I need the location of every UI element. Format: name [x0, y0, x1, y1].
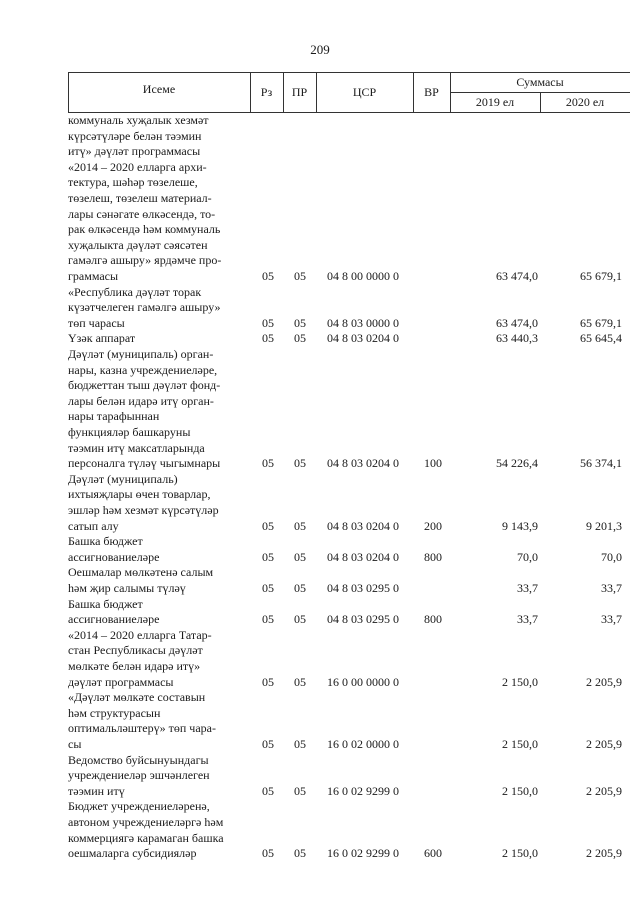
table-row	[68, 331, 630, 347]
row-rz: 05	[262, 518, 274, 533]
table-row	[68, 113, 630, 160]
row-name	[68, 565, 248, 596]
row-name-line: Ведомство буйсынуындагы	[68, 752, 209, 767]
row-sum-2020: 2 205,9	[586, 783, 622, 798]
row-name	[68, 690, 248, 752]
row-csr: 04 8 03 0000 0	[327, 315, 399, 330]
row-name	[68, 160, 248, 285]
row-sum-2020: 56 374,1	[580, 456, 622, 471]
row-name-line: гамәлгә ашыру» ярдәмче про-	[68, 253, 222, 268]
row-name-line: тәэмин итү	[68, 783, 125, 798]
page-number: 209	[310, 42, 330, 57]
row-rz: 05	[262, 331, 274, 346]
row-pr: 05	[294, 549, 306, 564]
table-row	[68, 628, 630, 690]
row-sum-2019: 33,7	[517, 580, 538, 595]
row-sum-2020: 33,7	[601, 612, 622, 627]
row-sum-2019: 70,0	[517, 549, 538, 564]
row-name-line: рак өлкәсендә һәм коммуналь	[68, 222, 221, 237]
row-name	[68, 113, 248, 160]
row-sum-2020: 9 201,3	[586, 518, 622, 533]
row-name-line: «Республика дәүләт торак	[68, 284, 202, 299]
row-name-line: Башка бюджет	[68, 534, 143, 549]
table-row	[68, 690, 630, 752]
row-pr: 05	[294, 612, 306, 627]
header-rz: Рз	[260, 84, 273, 99]
row-name-line: нары тарафыннан	[68, 409, 160, 424]
row-csr: 04 8 03 0204 0	[327, 456, 399, 471]
header-pr: ПР	[291, 84, 308, 99]
row-name-line: коммерциягә карамаган башка	[68, 830, 224, 845]
row-sum-2019: 2 150,0	[502, 846, 538, 861]
table-row	[68, 472, 630, 534]
row-sum-2019: 2 150,0	[502, 736, 538, 751]
row-rz: 05	[262, 612, 274, 627]
row-sum-2019: 63 440,3	[496, 331, 538, 346]
header-csr: ЦСР	[352, 84, 377, 99]
row-name-line: оешмаларга субсидияләр	[68, 846, 197, 861]
row-pr: 05	[294, 674, 306, 689]
scan-margin	[8, 0, 10, 905]
row-rz: 05	[262, 549, 274, 564]
row-name-line: бюджеттан тыш дәүләт фонд-	[68, 378, 221, 393]
row-rz: 05	[262, 846, 274, 861]
row-name-line: һәм структурасын	[68, 705, 161, 720]
row-sum-2020: 2 205,9	[586, 846, 622, 861]
row-name-line: мөлкәте белән идарә итү»	[68, 658, 201, 673]
row-name-line: төп чарасы	[68, 315, 125, 330]
table-header	[68, 72, 630, 112]
row-name-line: учреждениеләр эшчәнлеген	[68, 768, 210, 783]
row-csr: 04 8 03 0295 0	[327, 612, 399, 627]
row-name-line: персоналга түләү чыгымнары	[68, 456, 221, 471]
row-csr: 16 0 02 0000 0	[327, 736, 399, 751]
table-row	[68, 565, 630, 596]
row-csr: 16 0 00 0000 0	[327, 674, 399, 689]
row-sum-2020: 2 205,9	[586, 736, 622, 751]
row-name-line: эшләр һәм хезмәт күрсәтүләр	[68, 502, 219, 517]
row-pr: 05	[294, 331, 306, 346]
row-name-line: сатып алу	[68, 518, 119, 533]
row-name-line: лары белән идарә итү орган-	[68, 393, 214, 408]
row-name-line: хуҗалыкта дәүләт сәясәтен	[68, 237, 208, 252]
row-sum-2019: 33,7	[517, 612, 538, 627]
row-sum-2019: 2 150,0	[502, 783, 538, 798]
header-2019: 2019 ел	[475, 94, 515, 109]
row-rz: 05	[262, 736, 274, 751]
row-vr: 600	[424, 846, 442, 861]
row-name-line: «2014 – 2020 елларга архи-	[68, 159, 207, 174]
table-row	[68, 753, 630, 800]
row-pr: 05	[294, 846, 306, 861]
table-row	[68, 799, 630, 861]
row-name-line: Дәүләт (муниципаль)	[68, 471, 178, 486]
row-sum-2020: 70,0	[601, 549, 622, 564]
row-csr: 04 8 03 0295 0	[327, 580, 399, 595]
row-name-line: стан Республикасы дәүләт	[68, 643, 203, 658]
table-row	[68, 347, 630, 472]
row-pr: 05	[294, 580, 306, 595]
row-csr: 04 8 03 0204 0	[327, 518, 399, 533]
row-sum-2019: 63 474,0	[496, 269, 538, 283]
row-name-line: нары, казна учреждениеләре,	[68, 362, 218, 377]
row-name-line: «2014 – 2020 елларга Татар-	[68, 627, 212, 642]
row-sum-2019: 54 226,4	[496, 456, 538, 471]
row-name-line: лары сәнәгате өлкәсендә, то-	[68, 206, 216, 221]
row-sum-2019: 9 143,9	[502, 518, 538, 533]
row-name-line: тектура, шәһәр төзелеше,	[68, 175, 198, 190]
row-name-line: Дәүләт (муниципаль) орган-	[68, 347, 214, 361]
header-iseme: Исеме	[142, 81, 176, 96]
row-vr: 200	[424, 518, 442, 533]
row-sum-2020: 2 205,9	[586, 674, 622, 689]
row-name	[68, 472, 248, 534]
row-pr: 05	[294, 518, 306, 533]
row-csr: 04 8 03 0204 0	[327, 549, 399, 564]
row-sum-2020: 65 679,1	[580, 269, 622, 283]
row-name-line: тәэмин итү максатларында	[68, 440, 205, 455]
row-name-line: Үзәк аппарат	[68, 331, 136, 346]
row-pr: 05	[294, 456, 306, 471]
row-name	[68, 534, 248, 565]
row-sum-2019: 63 474,0	[496, 315, 538, 330]
row-pr: 05	[294, 736, 306, 751]
row-sum-2020: 65 679,1	[580, 315, 622, 330]
row-name	[68, 628, 248, 690]
row-rz: 05	[262, 269, 274, 283]
row-name-line: оптимальләштерү» төп чара-	[68, 721, 216, 736]
row-name-line: автоном учреждениеләргә һәм	[68, 814, 224, 829]
row-name	[68, 597, 248, 628]
row-name-line: Оешмалар мөлкәтенә салым	[68, 565, 214, 580]
row-name	[68, 331, 248, 347]
row-name-line: күрсәтүләре белән тәэмин	[68, 128, 202, 143]
row-name	[68, 347, 248, 472]
row-name-line: һәм җир салымы түләү	[68, 580, 186, 595]
row-csr: 16 0 02 9299 0	[327, 846, 399, 861]
row-name-line: итү» дәүләт программасы	[68, 144, 201, 159]
header-2020: 2020 ел	[565, 94, 605, 109]
row-name-line: ассигнованиеләре	[68, 612, 160, 627]
table-row	[68, 597, 630, 628]
row-vr: 100	[424, 456, 442, 471]
table-row	[68, 285, 630, 332]
row-name-line: күзәтчелеген гамәлгә ашыру»	[68, 300, 221, 315]
row-pr: 05	[294, 269, 306, 283]
row-name-line: функцияләр башкаруны	[68, 424, 191, 439]
row-name	[68, 799, 248, 861]
row-name-line: дәүләт программасы	[68, 674, 174, 689]
row-csr: 04 8 03 0204 0	[327, 331, 399, 346]
row-name-line: коммуналь хуҗалык хезмәт	[68, 113, 209, 127]
row-name-line: төзелеш, төзелеш материал-	[68, 190, 212, 205]
row-sum-2020: 65 645,4	[580, 331, 622, 346]
row-name-line: ихтыяҗлары өчен товарлар,	[68, 487, 211, 502]
row-name-line: Башка бюджет	[68, 596, 143, 611]
row-name-line: ассигнованиеләре	[68, 549, 160, 564]
row-name	[68, 285, 248, 332]
row-rz: 05	[262, 580, 274, 595]
row-rz: 05	[262, 456, 274, 471]
row-name	[68, 753, 248, 800]
row-rz: 05	[262, 674, 274, 689]
row-sum-2019: 2 150,0	[502, 674, 538, 689]
row-name-line: граммасы	[68, 268, 119, 283]
row-pr: 05	[294, 783, 306, 798]
row-csr: 16 0 02 9299 0	[327, 783, 399, 798]
row-vr: 800	[424, 612, 442, 627]
row-pr: 05	[294, 315, 306, 330]
header-vr: ВР	[424, 84, 439, 99]
row-rz: 05	[262, 315, 274, 330]
row-rz: 05	[262, 783, 274, 798]
row-name-line: сы	[68, 736, 82, 751]
row-name-line: «Дәүләт мөлкәте составын	[68, 690, 206, 705]
table-row	[68, 160, 630, 285]
header-summasy: Суммасы	[516, 74, 564, 89]
row-name-line: Бюджет учреждениеләренә,	[68, 799, 210, 814]
row-csr: 04 8 00 0000 0	[327, 269, 399, 283]
table-row	[68, 534, 630, 565]
row-sum-2020: 33,7	[601, 580, 622, 595]
row-vr: 800	[424, 549, 442, 564]
